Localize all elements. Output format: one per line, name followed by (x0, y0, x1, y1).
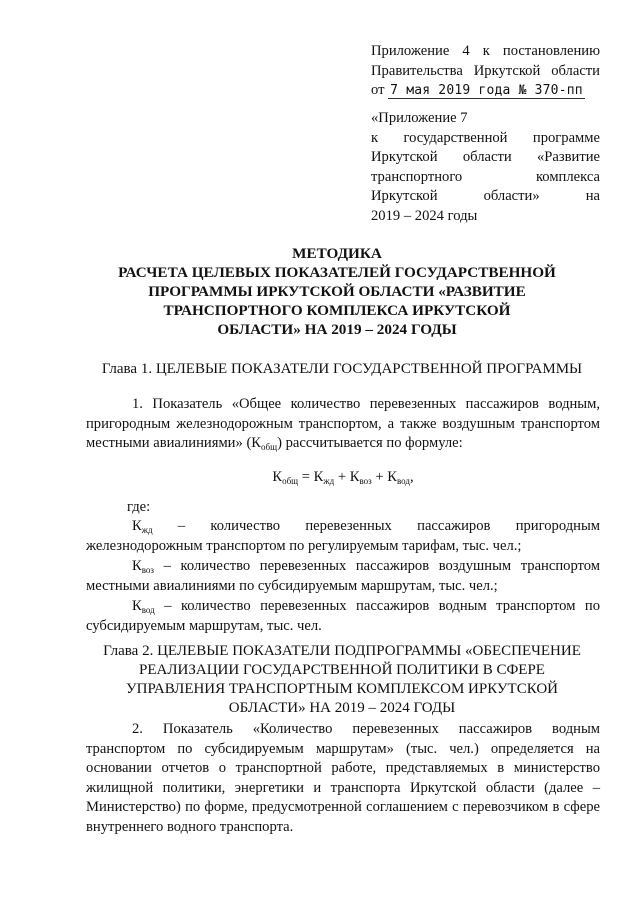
appendix-7-line-3: Иркутской области «Развитие (371, 149, 600, 165)
chapter-1-heading-text: Глава 1. ЦЕЛЕВЫЕ ПОКАЗАТЕЛИ ГОСУДАРСТВЕННОЙ ПРОГРАММЫ (101, 361, 583, 377)
appendix-7-line-6: 2019 – 2024 годы (371, 207, 478, 224)
chapter-2-heading-line-4: ОБЛАСТИ» НА 2019 – 2024 ГОДЫ (228, 700, 456, 716)
appendix-7-line-4: транспортного комплекса (371, 168, 600, 185)
formula-term-1: К (313, 469, 324, 485)
definition-text: – количество перевезенных пассажиров водным транспортом по субсидируемым маршрутам, тыс. чел. (86, 598, 600, 634)
formula (86, 468, 600, 488)
definition-symbol: К (132, 598, 142, 614)
definition-subscript: жд (141, 525, 153, 535)
title-line-4: ТРАНСПОРТНОГО КОМПЛЕКСА ИРКУТСКОЙ (163, 302, 511, 319)
chapter-2-heading (84, 642, 600, 718)
paragraph-1-tail: ) рассчитывается по формуле: (277, 435, 463, 451)
date-prefix: от (371, 82, 385, 98)
paragraph-1-text: 1. Показатель «Общее количество перевезенных пассажиров водным, пригородным железнодорожным транспортом, а также воздушным транспортом местными авиалиниями» (К (86, 396, 600, 451)
handwritten-date-number: 7 мая 2019 года № 370-пп (390, 83, 583, 98)
formula-term-3: К (387, 469, 397, 485)
appendix-4-line-1: Приложение 4 к постановлению (371, 43, 600, 59)
definition-text: – количество перевезенных пассажиров пригородным железнодорожным транспортом по регулируемым тарифам, тыс. чел.; (86, 518, 600, 554)
definition-subscript: воз (141, 565, 154, 575)
title-line-5: ОБЛАСТИ» НА 2019 – 2024 ГОДЫ (217, 321, 457, 338)
where-label: где: (127, 499, 151, 515)
formula-term-2-sub: воз (359, 476, 372, 486)
formula-term-1-sub: жд (323, 476, 335, 486)
appendix-7-header (371, 109, 600, 226)
definition-symbol: К (132, 518, 142, 534)
chapter-2-heading-line-1: Глава 2. ЦЕЛЕВЫЕ ПОКАЗАТЕЛИ ПОДПРОГРАММЫ «ОБЕСПЕЧЕНИЕ (103, 643, 581, 659)
appendix-7-line-5: Иркутской области» на (371, 188, 600, 204)
subscript: общ (261, 442, 278, 452)
appendix-7-line-2: к государственной программе (371, 129, 600, 146)
definition-text: – количество перевезенных пассажиров воздушным транспортом местными авиалиниями по субсидируемым маршрутам, тыс. чел.; (86, 558, 600, 594)
chapter-1-heading (84, 360, 600, 379)
appendix-4-header (371, 42, 600, 101)
paragraph-2: 2. Показатель «Количество перевезенных пассажиров водным транспортом по субсидируемым маршрутам» (тыс. чел.) определяется на основании отчетов о транспортной работе, представляемых в министерство жилищной политики, энергетики и транспорта Иркутской области (далее – Министерство) по форме, предусмотренной соглашением с перевозчиком в сфере внутреннего водного транспорта. (86, 721, 600, 835)
definition-symbol: К (132, 558, 142, 574)
formula-end: , (409, 469, 414, 485)
formula-plus-2: + (371, 469, 388, 485)
title-line-2: РАСЧЕТА ЦЕЛЕВЫХ ПОКАЗАТЕЛЕЙ ГОСУДАРСТВЕННОЙ (118, 264, 556, 281)
definition-k-voz (86, 557, 600, 596)
formula-term-3-sub: вод (396, 476, 410, 486)
appendix-7-line-1: «Приложение 7 (371, 110, 468, 126)
formula-term-2: К (349, 469, 360, 485)
appendix-4-date-line (371, 81, 600, 101)
title-line-3: ПРОГРАММЫ ИРКУТСКОЙ ОБЛАСТИ «РАЗВИТИЕ (148, 283, 526, 300)
title-line-1: МЕТОДИКА (292, 245, 382, 262)
definition-subscript: вод (141, 605, 155, 615)
chapter-2-heading-line-2: РЕАЛИЗАЦИИ ГОСУДАРСТВЕННОЙ ПОЛИТИКИ В СФЕРЕ (139, 662, 545, 678)
chapter-2-heading-line-3: УПРАВЛЕНИЯ ТРАНСПОРТНЫМ КОМПЛЕКСОМ ИРКУТСКОЙ (126, 681, 558, 697)
formula-lhs-sub: общ (282, 476, 299, 486)
appendix-4-line-2: Правительства Иркутской области (371, 62, 600, 79)
formula-plus-1: + (334, 469, 350, 485)
formula-lhs: К (272, 469, 283, 485)
definition-k-vod (86, 597, 600, 636)
definition-k-zhd (86, 517, 600, 556)
document-title (84, 244, 590, 339)
paragraph-1 (86, 395, 600, 454)
formula-equals: = (298, 469, 314, 485)
